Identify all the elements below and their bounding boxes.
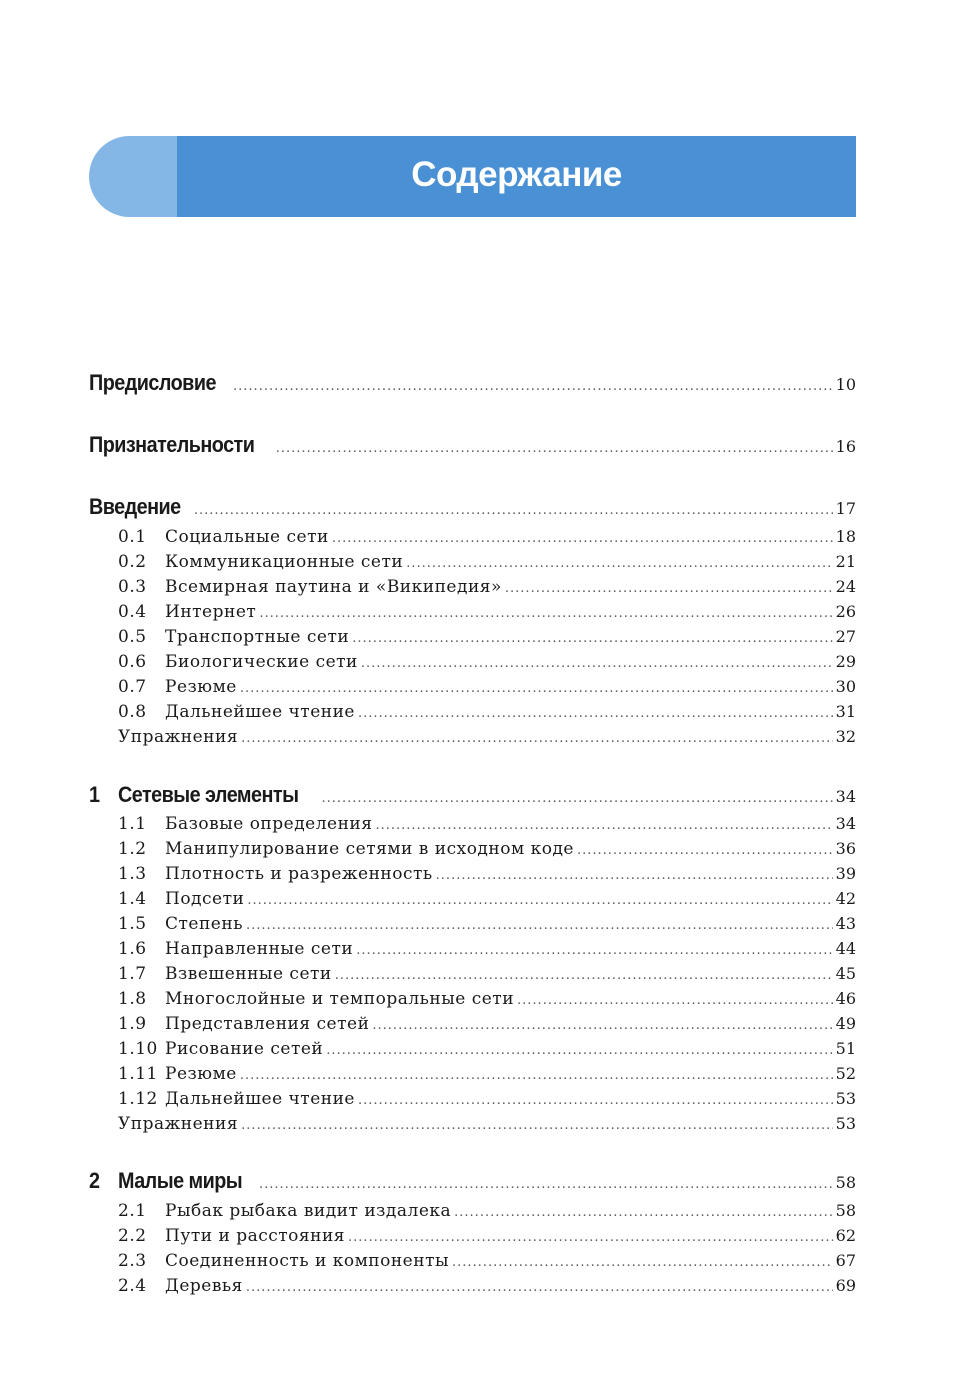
toc-section-row[interactable] [118, 839, 856, 864]
toc-section-title: Взвешенные сети [165, 964, 332, 984]
toc-page-number: 10 [835, 375, 856, 394]
toc-section-number: 1.5 [118, 914, 147, 934]
toc-section-number: 1.2 [118, 839, 147, 859]
toc-section-title: Интернет [165, 602, 257, 622]
toc-dot-leader [375, 818, 832, 833]
toc-section-title: Коммуникационные сети [165, 552, 404, 572]
toc-section-number: 2.4 [118, 1276, 147, 1296]
toc-section-title: Рисование сетей [165, 1039, 324, 1059]
toc-section-number: 1.6 [118, 939, 147, 959]
page-title: Содержание [411, 155, 622, 194]
toc-page-number: 53 [835, 1089, 856, 1108]
toc-section-title: Дальнейшее чтение [165, 1089, 355, 1109]
toc-section-title: Степень [165, 914, 243, 934]
toc-section-row[interactable] [118, 1114, 856, 1139]
toc-section-number: 1.10 [118, 1039, 158, 1059]
toc-page-number: 51 [835, 1039, 856, 1058]
toc-section-number: 0.7 [118, 677, 147, 697]
toc-page-number: 21 [835, 552, 856, 571]
toc-section-title: Базовые определения [165, 814, 373, 834]
toc-section-title: Транспортные сети [165, 627, 350, 647]
toc-page-number: 49 [835, 1014, 856, 1033]
toc-section-title: Деревья [165, 1276, 243, 1296]
toc-section-row[interactable] [118, 527, 856, 552]
toc-page-number: 46 [835, 989, 856, 1008]
toc-dot-leader [335, 968, 833, 983]
toc-chapter-number: 1 [89, 782, 101, 807]
toc-page-number: 24 [835, 577, 856, 596]
toc-page-number: 31 [835, 702, 856, 721]
toc-section-title: Резюме [165, 1064, 237, 1084]
toc-section-title: Манипулирование сетями в исходном коде [165, 839, 574, 859]
toc-section-row[interactable] [118, 889, 856, 914]
toc-section-row[interactable] [118, 1089, 856, 1114]
toc-chapter-title: Предисловие [89, 370, 216, 395]
toc-page-number: 29 [835, 652, 856, 671]
toc-page-number: 58 [835, 1201, 856, 1220]
toc-page-number: 53 [835, 1114, 856, 1133]
toc-section-row[interactable] [118, 1014, 856, 1039]
toc-page-number: 18 [835, 527, 856, 546]
toc-dot-leader [517, 993, 833, 1008]
toc-dot-leader [246, 918, 833, 933]
toc-page-number: 58 [835, 1173, 856, 1192]
toc-dot-leader [358, 706, 833, 721]
toc-page-number: 42 [835, 889, 856, 908]
toc-chapter-row[interactable] [89, 432, 856, 457]
toc-section-row[interactable] [118, 652, 856, 677]
toc-section-title: Подсети [165, 889, 245, 909]
toc-page-number: 36 [835, 839, 856, 858]
toc-chapter-title-wrap [89, 494, 191, 520]
toc-page-number: 34 [835, 814, 856, 833]
toc-page-number: 67 [835, 1251, 856, 1270]
header-banner [89, 136, 856, 217]
toc-dot-leader [259, 606, 832, 621]
toc-dot-leader [241, 731, 833, 746]
toc-section-number: 1.3 [118, 864, 147, 884]
toc-dot-leader [406, 556, 832, 571]
toc-section-row[interactable] [118, 1039, 856, 1064]
toc-dot-leader [577, 843, 833, 858]
toc-section-row[interactable] [118, 964, 856, 989]
toc-section-row[interactable] [118, 939, 856, 964]
toc-section-number: 0.4 [118, 602, 147, 622]
toc-section-number: 0.6 [118, 652, 147, 672]
toc-section-title: Пути и расстояния [165, 1226, 346, 1246]
toc-section-title: Дальнейшее чтение [165, 702, 355, 722]
toc-chapter-title: Введение [89, 494, 181, 519]
toc-dot-leader [276, 441, 833, 456]
toc-chapter-row[interactable] [89, 1168, 856, 1193]
toc-section-row[interactable] [118, 1276, 856, 1301]
toc-chapter-row[interactable] [89, 782, 856, 807]
toc-section-number: 1.8 [118, 989, 147, 1009]
toc-dot-leader [505, 581, 833, 596]
toc-chapter-title-wrap [89, 370, 230, 396]
toc-section-row[interactable] [118, 552, 856, 577]
toc-section-number: 2.3 [118, 1251, 147, 1271]
toc-section-number: 0.2 [118, 552, 147, 572]
toc-chapter-title: Сетевые элементы [118, 782, 299, 807]
toc-section-title: Соединенность и компоненты [165, 1251, 450, 1271]
toc-section-title: Социальные сети [165, 527, 329, 547]
toc-section-number: 2.1 [118, 1201, 147, 1221]
toc-dot-leader [322, 791, 833, 806]
toc-dot-leader [326, 1043, 832, 1058]
toc-page-number: 62 [835, 1226, 856, 1245]
toc-dot-leader [240, 1068, 833, 1083]
toc-section-row[interactable] [118, 677, 856, 702]
toc-dot-leader [241, 1118, 833, 1133]
toc-dot-leader [233, 379, 833, 394]
toc-page-number: 32 [835, 727, 856, 746]
toc-section-title: Направленные сети [165, 939, 354, 959]
toc-chapter-title-wrap [89, 432, 273, 458]
toc-section-title: Упражнения [118, 1114, 239, 1134]
toc-page-number: 34 [835, 787, 856, 806]
toc-section-number: 0.3 [118, 577, 147, 597]
toc-dot-leader [348, 1230, 833, 1245]
toc-section-row[interactable] [118, 1201, 856, 1226]
toc-dot-leader [436, 868, 833, 883]
toc-page-number: 27 [835, 627, 856, 646]
toc-section-title: Представления сетей [165, 1014, 370, 1034]
toc-section-row[interactable] [118, 989, 856, 1014]
toc-chapter-number: 2 [89, 1168, 101, 1193]
toc-dot-leader [332, 531, 833, 546]
toc-page-number: 69 [835, 1276, 856, 1295]
toc-section-number: 1.4 [118, 889, 147, 909]
toc-page-number: 39 [835, 864, 856, 883]
toc-page-number: 26 [835, 602, 856, 621]
toc-section-title: Упражнения [118, 727, 239, 747]
toc-section-title: Биологические сети [165, 652, 358, 672]
toc-section-row[interactable] [118, 1064, 856, 1089]
toc-section-row[interactable] [118, 864, 856, 889]
toc-section-number: 2.2 [118, 1226, 147, 1246]
toc-chapter-title-wrap [118, 782, 319, 808]
toc-section-number: 1.7 [118, 964, 147, 984]
toc-chapter-row[interactable] [89, 494, 856, 519]
toc-chapter-title-wrap [118, 1168, 256, 1194]
toc-section-title: Резюме [165, 677, 237, 697]
toc-dot-leader [240, 681, 833, 696]
toc-section-title: Плотность и разреженность [165, 864, 433, 884]
toc-section-title: Рыбак рыбака видит издалека [165, 1201, 452, 1221]
toc-dot-leader [352, 631, 832, 646]
toc-page-number: 30 [835, 677, 856, 696]
toc-section-title: Всемирная паутина и «Википедия» [165, 577, 502, 597]
toc-dot-leader [372, 1018, 832, 1033]
toc-page-number: 44 [835, 939, 856, 958]
toc-section-number: 1.11 [118, 1064, 158, 1084]
toc-section-number: 0.5 [118, 627, 147, 647]
toc-page-number: 45 [835, 964, 856, 983]
toc-page-number: 16 [835, 437, 856, 456]
toc-section-row[interactable] [118, 627, 856, 652]
toc-section-row[interactable] [118, 914, 856, 939]
toc-section-row[interactable] [118, 702, 856, 727]
toc-dot-leader [452, 1255, 833, 1270]
toc-section-number: 1.12 [118, 1089, 158, 1109]
toc-section-number: 1.9 [118, 1014, 147, 1034]
toc-page-number: 17 [835, 499, 856, 518]
toc-section-row[interactable] [118, 727, 856, 752]
toc-section-title: Многослойные и темпоральные сети [165, 989, 515, 1009]
toc-dot-leader [247, 893, 832, 908]
toc-page-number: 52 [835, 1064, 856, 1083]
toc-section-number: 0.8 [118, 702, 147, 722]
toc-dot-leader [358, 1093, 833, 1108]
toc-dot-leader [356, 943, 832, 958]
toc-section-row[interactable] [118, 814, 856, 839]
toc-section-row[interactable] [118, 577, 856, 602]
toc-chapter-title: Признательности [89, 432, 255, 457]
toc-dot-leader [246, 1280, 833, 1295]
toc-section-row[interactable] [118, 1251, 856, 1276]
toc-chapter-row[interactable] [89, 370, 856, 395]
toc-dot-leader [361, 656, 833, 671]
toc-section-number: 0.1 [118, 527, 147, 547]
toc-chapter-title: Малые миры [118, 1168, 243, 1193]
toc-section-number: 1.1 [118, 814, 147, 834]
toc-section-row[interactable] [118, 602, 856, 627]
toc-section-row[interactable] [118, 1226, 856, 1251]
toc-dot-leader [454, 1205, 832, 1220]
toc-page-number: 43 [835, 914, 856, 933]
toc-dot-leader [259, 1177, 833, 1192]
toc-dot-leader [194, 503, 833, 518]
